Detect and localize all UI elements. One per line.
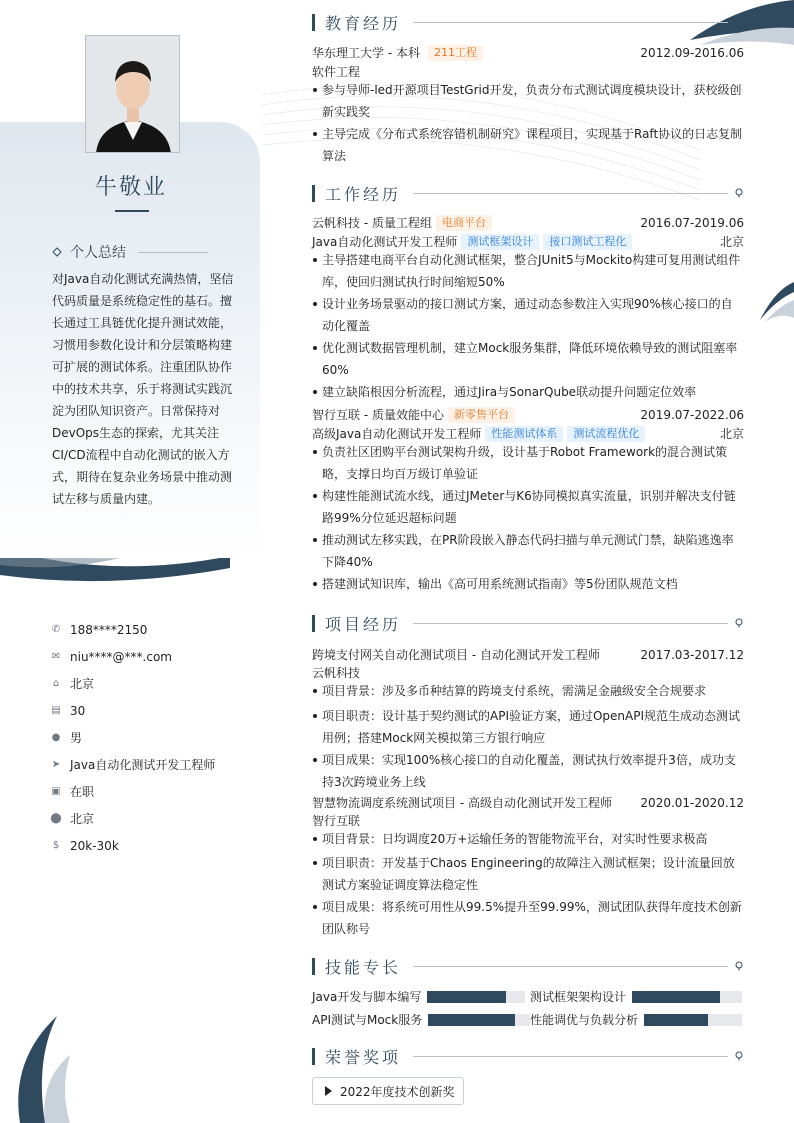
- skill-bar: [427, 991, 525, 1003]
- skills-heading: 技能专长: [312, 955, 744, 977]
- pin-icon: [734, 961, 744, 971]
- avatar: [85, 35, 180, 153]
- project-1-company: 云帆科技: [312, 666, 361, 680]
- skill-bar: [632, 991, 742, 1003]
- awards-heading: 荣誉奖项: [312, 1045, 744, 1067]
- location-icon: ⬤: [50, 813, 62, 824]
- contact-gender: ● 男: [51, 731, 83, 745]
- school-name: 华东理工大学 - 本科: [312, 46, 420, 60]
- job-1-role: Java自动化测试开发工程师 测试框架设计 接口测试工程化 北京: [312, 234, 744, 249]
- list-item: 项目成果：将系统可用性从99.5%提升至99.99%，测试团队获得年度技术创新团队称号: [312, 896, 744, 940]
- skill-item: 测试框架架构设计: [530, 988, 742, 1005]
- contact-position: ➤ Java自动化测试开发工程师: [51, 758, 216, 772]
- summary-text: 对Java自动化测试充满热情，坚信代码质量是系统稳定性的基石。擅长通过工具链优化提升测试效能，习惯用参数化设计和分层策略构建可扩展的测试体系。注重团队协作中的技术共享，乐于将测试实践沉淀为团队知识资产。日常保持对DevOps生态的探索，尤其关注CI/CD流程中自动化测试的嵌入方式，期待在复杂业务场景中推动测试左移与质量内建。: [52, 272, 234, 506]
- briefcase-icon: ▣: [51, 786, 61, 797]
- job-2-role: 高级Java自动化测试开发工程师 性能测试体系 测试流程优化 北京: [312, 426, 744, 441]
- projects-heading: 项目经历: [312, 612, 744, 634]
- gender-icon: ●: [51, 732, 61, 743]
- contact-list: [50, 620, 250, 863]
- project-1-header: 跨境支付网关自动化测试项目 - 自动化测试开发工程师 2017.03-2017.12: [312, 647, 744, 662]
- job-2-header: 智行互联 - 质量效能中心 新零售平台 2019.07-2022.06: [312, 407, 744, 422]
- mail-icon: ✉: [51, 651, 61, 662]
- list-item: 建立缺陷根因分析流程，通过Jira与SonarQube联动提升问题定位效率: [312, 381, 744, 403]
- send-icon: ➤: [51, 759, 61, 770]
- skill-item: Java开发与脚本编写: [312, 988, 525, 1005]
- list-item: 项目背景：日均调度20万+运输任务的智能物流平台，对实时性要求极高: [312, 828, 744, 850]
- education-row: [312, 44, 744, 61]
- list-item: 负责社区团购平台测试架构升级，设计基于Robot Framework的混合测试策略，支撑日均百万级订单验证: [312, 441, 744, 485]
- contact-age: ▤ 30: [51, 704, 86, 718]
- salary-icon: $: [52, 840, 60, 851]
- list-item: 搭建测试知识库，输出《高可用系统测试指南》等5份团队规范文档: [312, 573, 744, 595]
- list-item: 项目职责：设计基于契约测试的API验证方案，通过OpenAPI规范生成动态测试用例；搭建Mock网关模拟第三方银行响应: [312, 705, 744, 749]
- skill-bar: [428, 1014, 530, 1026]
- cake-icon: ▤: [51, 705, 61, 716]
- phone-icon: ✆: [51, 624, 61, 635]
- list-item: 推动测试左移实践，在PR阶段嵌入静态代码扫描与单元测试门禁，缺陷逃逸率下降40%: [312, 529, 744, 573]
- project-2-company: 智行互联: [312, 814, 361, 828]
- summary-title: 个人总结: [70, 245, 126, 261]
- list-item: 主导搭建电商平台自动化测试框架，整合JUnit5与Mockito构建可复用测试组件库，使回归测试执行时间缩短50%: [312, 249, 744, 293]
- pin-icon: [734, 17, 744, 27]
- project-2-header: 智慧物流调度系统测试项目 - 高级自动化测试开发工程师 2020.01-2020.12: [312, 795, 744, 810]
- contact-location: ⬤ 北京: [50, 812, 95, 826]
- skill-bar: [644, 1014, 742, 1026]
- education-heading: 教育经历: [312, 11, 744, 33]
- contact-hometown: ⌂ 北京: [50, 674, 250, 694]
- name-underline: [115, 210, 149, 212]
- skill-item: API测试与Mock服务: [312, 1011, 530, 1028]
- education-major: 软件工程: [312, 65, 361, 79]
- award-item: 2022年度技术创新奖: [312, 1077, 464, 1105]
- list-item: 参与导师-led开源项目TestGrid开发，负责分布式测试调度模块设计，获校级创新实践奖: [312, 79, 744, 123]
- summary-heading: [52, 242, 208, 262]
- list-item: 优化测试数据管理机制，建立Mock服务集群，降低环境依赖导致的测试阻塞率60%: [312, 337, 744, 381]
- pin-icon: [734, 1051, 744, 1061]
- school-tag: 211工程: [428, 45, 483, 61]
- skill-item: 性能调优与负载分析: [530, 1011, 742, 1028]
- list-item: 项目职责：开发基于Chaos Engineering的故障注入测试框架；设计流量回放测试方案验证调度算法稳定性: [312, 852, 744, 896]
- contact-email: ✉ niu****@***.com: [51, 650, 172, 664]
- job-1-header: 云帆科技 - 质量工程组 电商平台 2016.07-2019.06: [312, 215, 744, 230]
- home-icon: ⌂: [52, 678, 60, 689]
- list-item: 项目成果：实现100%核心接口的自动化覆盖，测试执行效率提升3倍，成功支持3次跨境业务上线: [312, 749, 744, 793]
- contact-status: ▣ 在职: [51, 785, 95, 799]
- list-item: 设计业务场景驱动的接口测试方案，通过动态参数注入实现90%核心接口的自动化覆盖: [312, 293, 744, 337]
- pin-icon: [52, 247, 62, 257]
- education-date: 2012.09-2016.06: [640, 45, 744, 60]
- list-item: 项目背景：涉及多币种结算的跨境支付系统，需满足金融级安全合规要求: [312, 680, 744, 702]
- summary-rule: [138, 252, 208, 253]
- candidate-name: 牛敬业: [94, 175, 167, 200]
- list-item: 主导完成《分布式系统容错机制研究》课程项目，实现基于Raft协议的日志复制算法: [312, 123, 744, 167]
- contact-phone: ✆ 188****2150: [51, 623, 148, 637]
- work-heading: 工作经历: [312, 182, 744, 204]
- pin-icon: [734, 618, 744, 628]
- play-icon: [325, 1086, 332, 1096]
- contact-salary: $ 20k-30k: [50, 836, 250, 856]
- pin-icon: [734, 188, 744, 198]
- list-item: 构建性能测试流水线，通过JMeter与K6协同模拟真实流量，识别并解决支付链路99%分位延迟超标问题: [312, 485, 744, 529]
